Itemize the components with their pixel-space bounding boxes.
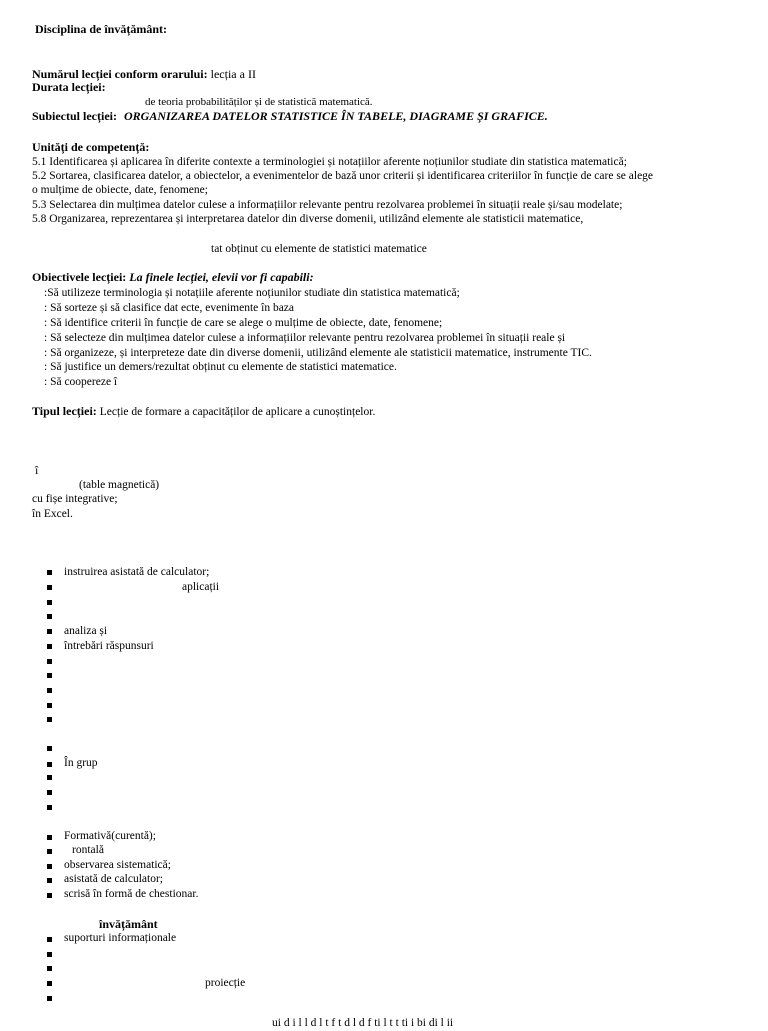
- tipul-label: Tipul lecției:: [32, 404, 97, 418]
- bullet-marker: [47, 878, 52, 883]
- competenta-item: o mulțime de obiecte, date, fenomene;: [32, 184, 208, 196]
- bullet-marker: [47, 688, 52, 693]
- bullet-marker: [47, 805, 52, 810]
- bullet-marker: [47, 952, 52, 957]
- subiect-line: [32, 109, 548, 124]
- bullet-marker: [47, 570, 52, 575]
- obiectiv-item: : Să organizeze, și interpreteze date din diverse domenii, utilizând elemente ale statisticii matematice, instrumente TIC.: [44, 347, 592, 359]
- bullet-marker: [47, 585, 52, 590]
- metode-item: analiza și: [64, 625, 108, 637]
- bullet-marker: [47, 775, 52, 780]
- bullet-marker: [47, 717, 52, 722]
- table-magnetica: (table magnetică): [79, 479, 160, 491]
- teorie-fragment: de teoria probabilităților și de statistică matematică.: [145, 96, 373, 108]
- durata-label: Durata lecției:: [32, 80, 106, 94]
- bullet-marker: [47, 673, 52, 678]
- numar-lectie-label: Numărul lecției conform orarului:: [32, 67, 208, 81]
- metode-item: aplicații: [182, 581, 220, 593]
- numar-lectie-value: lecția a II: [210, 67, 256, 81]
- resurse-item: proiecție: [205, 977, 246, 989]
- bullet-marker: [47, 746, 52, 751]
- disciplina-label: Disciplina de învățământ:: [35, 22, 168, 36]
- bullet-marker: [47, 835, 52, 840]
- obiectiv-item: : Să selecteze din mulțimea datelor culese a informațiilor relevante pentru rezolvarea problemei în situații reale și: [44, 332, 566, 344]
- cut-off-line: ui d i l l d l t f t d l d f ti l t t ti i bi di l ii: [272, 1017, 454, 1029]
- excel-line: în Excel.: [32, 508, 73, 520]
- tipul-value: Lecție de formare a capacităților de aplicare a cunoștințelor.: [99, 406, 376, 418]
- tipul-line: [32, 404, 375, 420]
- bullet-marker: [47, 996, 52, 1001]
- competenta-item: 5.2 Sortarea, clasificarea datelor, a obiectelor, a evenimentelor de bază unor criterii și identificarea criteriilor în funcție de care se alege: [32, 170, 654, 182]
- obiectiv-item: : Să identifice criterii în funcție de care se alege o mulțime de obiecte, date, fenomene;: [44, 317, 443, 329]
- bullet-marker: [47, 849, 52, 854]
- bullet-marker: [47, 614, 52, 619]
- competente-heading: Unități de competență:: [32, 140, 150, 154]
- obiective-label: Obiectivele lecției:: [32, 270, 127, 284]
- bullet-marker: [47, 629, 52, 634]
- subiect-value: ORGANIZAREA DATELOR STATISTICE ÎN TABELE, DIAGRAME ȘI GRAFICE.: [123, 109, 548, 123]
- bullet-marker: [47, 937, 52, 942]
- obiectiv-item: : Să coopereze î: [44, 376, 118, 388]
- fise-integrative: cu fișe integrative;: [32, 493, 118, 505]
- bullet-marker: [47, 893, 52, 898]
- mijloace-fragment: î: [35, 463, 39, 477]
- resurse-heading: învățământ: [99, 917, 158, 931]
- metode-item: instruirea asistată de calculator;: [64, 566, 210, 578]
- evaluare-item: Formativă(curentă);: [64, 830, 156, 842]
- evaluare-item: observarea sistematică;: [64, 859, 171, 871]
- evaluare-item: scrisă în formă de chestionar.: [64, 888, 199, 900]
- subiect-label: Subiectul lecției:: [32, 109, 117, 123]
- bullet-marker: [47, 703, 52, 708]
- competenta-item: 5.8 Organizarea, reprezentarea și interpretarea datelor din diverse domenii, utilizând elemente ale statisticii matematice,: [32, 213, 584, 225]
- competente-continuation: tat obținut cu elemente de statistici matematice: [211, 243, 427, 255]
- bullet-marker: [47, 600, 52, 605]
- evaluare-item: rontală: [72, 844, 104, 856]
- bullet-marker: [47, 864, 52, 869]
- obiective-line: [32, 270, 314, 285]
- evaluare-item: asistată de calculator;: [64, 873, 163, 885]
- bullet-marker: [47, 981, 52, 986]
- metode-item: întrebări răspunsuri: [64, 640, 154, 652]
- bullet-marker: [47, 966, 52, 971]
- competenta-item: 5.3 Selectarea din mulțimea datelor culese a informațiilor relevante pentru rezolvarea problemei în situații reale și/sau modelate;: [32, 199, 623, 211]
- forme-item: În grup: [64, 757, 98, 769]
- obiectiv-item: : Să justifice un demers/rezultat obținut cu elemente de statistici matematice.: [44, 361, 397, 373]
- bullet-marker: [47, 644, 52, 649]
- competenta-item: 5.1 Identificarea și aplicarea în diferite contexte a terminologiei și notațiilor aferente noțiunilor studiate din statistica matematică;: [32, 156, 627, 168]
- bullet-marker: [47, 762, 52, 767]
- obiectiv-item: :Să utilizeze terminologia și notațiile aferente noțiunilor studiate din statistica matematică;: [44, 287, 460, 299]
- bullet-marker: [47, 790, 52, 795]
- obiective-intro: La finele lecției, elevii vor fi capabili:: [129, 270, 314, 284]
- resurse-item: suporturi informaționale: [64, 932, 177, 944]
- obiectiv-item: : Să sorteze și să clasifice dat ecte, evenimente în baza: [44, 302, 295, 314]
- bullet-marker: [47, 659, 52, 664]
